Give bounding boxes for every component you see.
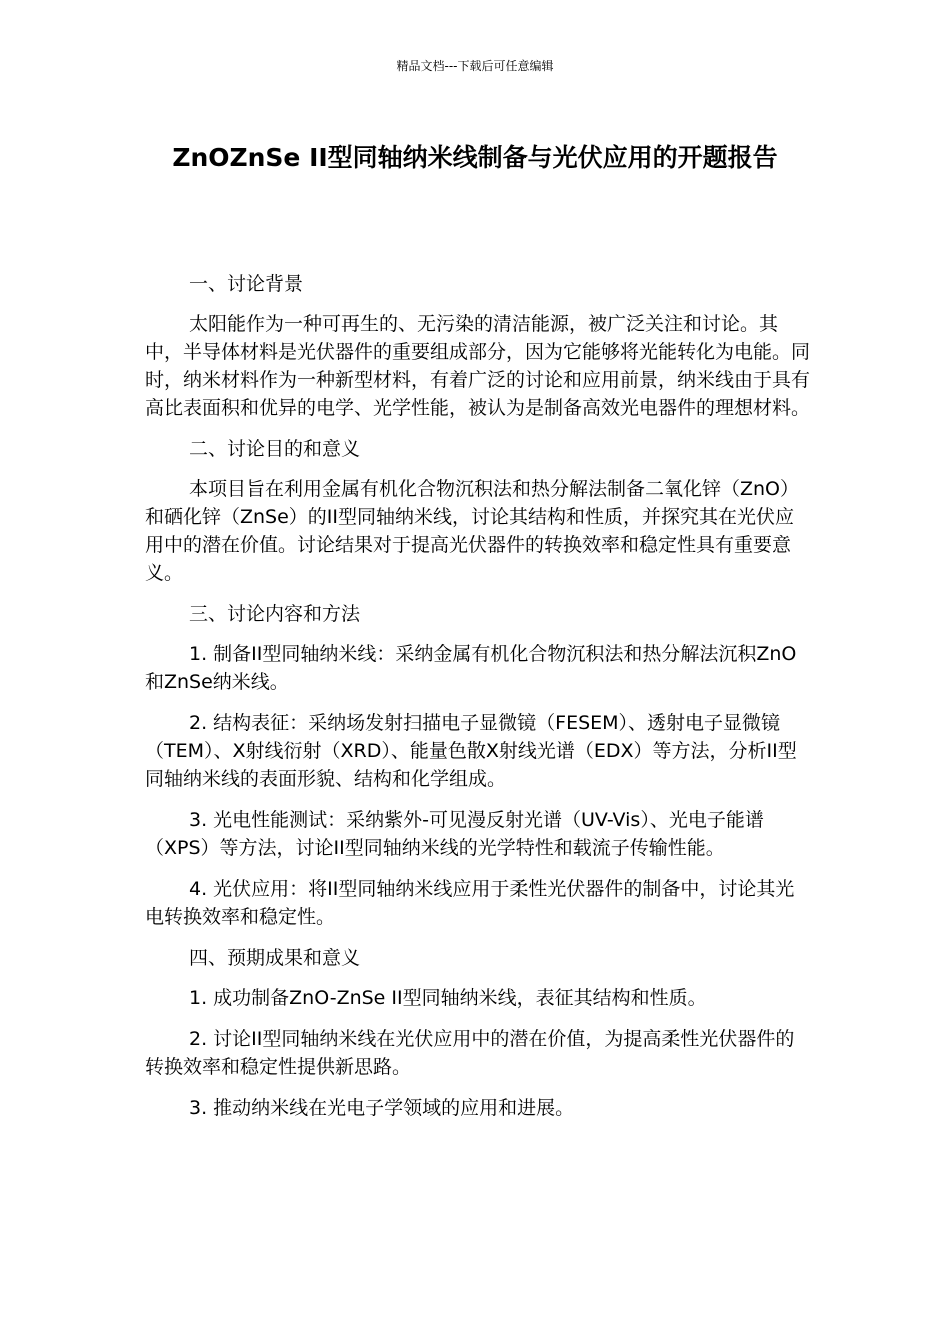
document-title: ZnOZnSe II型同轴纳米线制备与光伏应用的开题报告 (172, 143, 778, 172)
outcome-item-1: 1. 成功制备ZnO-ZnSe II型同轴纳米线，表征其结构和性质。 (189, 987, 707, 1009)
section-heading-purpose: 二、讨论目的和意义 (189, 438, 361, 460)
method-item-2: 2. 结构表征：采纳场发射扫描电子显微镜（FESEM）、透射电子显微镜（TEM）、X射线衍射（XRD）、能量色散X射线光谱（EDX）等方法，分析II型同轴纳米线的表面形貌、结构和化学组成。 (145, 712, 797, 790)
paragraph-purpose: 本项目旨在利用金属有机化合物沉积法和热分解法制备二氧化锌（ZnO）和硒化锌（ZnSe）的II型同轴纳米线，讨论其结构和性质，并探究其在光伏应用中的潜在价值。讨论结果对于提高光伏器件的转换效率和稳定性具有重要意义。 (145, 478, 800, 584)
method-item-3: 3. 光电性能测试：采纳紫外-可见漫反射光谱（UV-Vis）、光电子能谱（XPS）等方法，讨论II型同轴纳米线的光学特性和载流子传输性能。 (145, 809, 764, 859)
paragraph-background: 太阳能作为一种可再生的、无污染的清洁能源，被广泛关注和讨论。其中，半导体材料是光伏器件的重要组成部分，因为它能够将光能转化为电能。同时，纳米材料作为一种新型材料，有着广泛的讨论和应用前景，纳米线由于具有高比表面积和优异的电学、光学性能，被认为是制备高效光电器件的理想材料。 (145, 313, 811, 419)
outcome-item-2: 2. 讨论II型同轴纳米线在光伏应用中的潜在价值，为提高柔性光伏器件的转换效率和稳定性提供新思路。 (145, 1028, 795, 1078)
method-item-4: 4. 光伏应用：将II型同轴纳米线应用于柔性光伏器件的制备中，讨论其光电转换效率和稳定性。 (145, 878, 795, 928)
method-item-1: 1. 制备II型同轴纳米线：采纳金属有机化合物沉积法和热分解法沉积ZnO和ZnSe纳米线。 (145, 643, 797, 693)
section-heading-outcomes: 四、预期成果和意义 (189, 947, 361, 969)
section-heading-methods: 三、讨论内容和方法 (189, 603, 361, 625)
document-body (145, 270, 810, 1135)
page-header-note: 精品文档---下载后可任意编辑 (396, 59, 554, 73)
outcome-item-3: 3. 推动纳米线在光电子学领域的应用和进展。 (189, 1097, 575, 1119)
section-heading-background: 一、讨论背景 (189, 273, 304, 295)
